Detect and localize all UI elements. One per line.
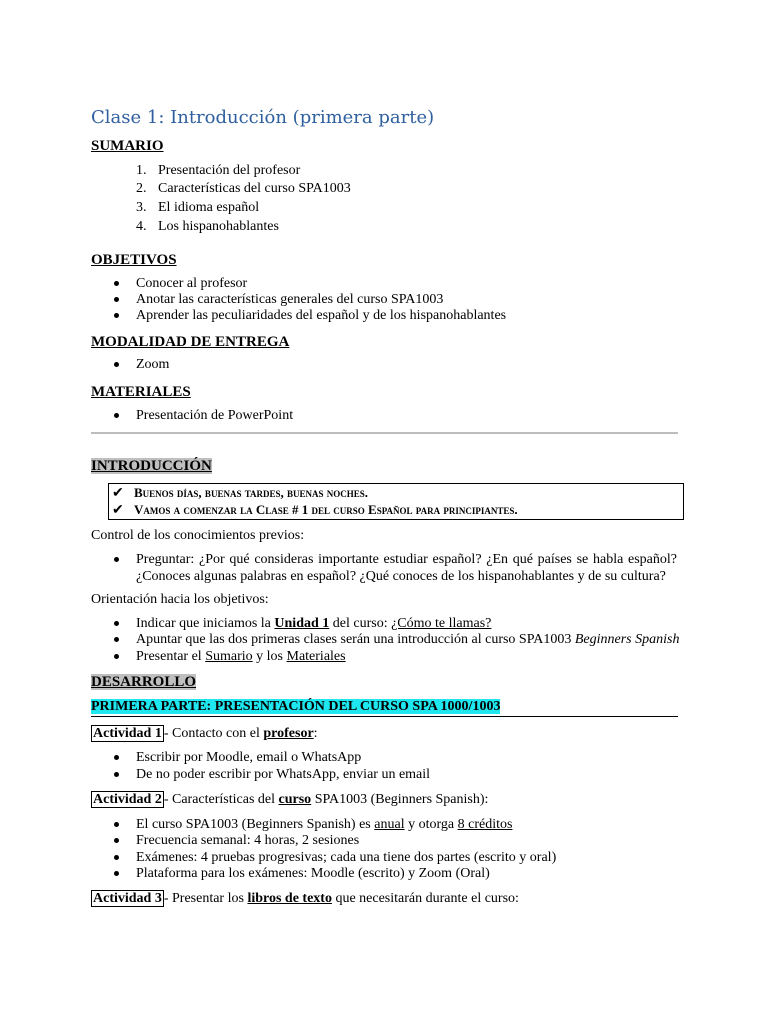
introduccion-heading: INTRODUCCIÓN <box>91 458 212 474</box>
act2-item: Exámenes: 4 pruebas progresivas; cada una tiene dos partes (escrito y oral) <box>136 850 557 865</box>
sumario-item: 2. Características del curso SPA1003 <box>136 181 351 196</box>
bullet-icon <box>114 281 119 286</box>
bullet-icon <box>114 313 119 318</box>
objetivo-item: Conocer al profesor <box>136 276 248 291</box>
bullet-icon <box>114 838 119 843</box>
actividad-1: Actividad 1 - Contacto con el profesor: <box>93 726 318 741</box>
objetivo-item: Aprender las peculiaridades del español y de los hispanohablantes <box>136 308 507 323</box>
bullet-icon <box>114 621 119 626</box>
bullet-icon <box>114 557 119 562</box>
indicar-item: Indicar que iniciamos la Unidad 1 del curso: ¿Cómo te llamas? <box>136 616 492 631</box>
primera-parte-rule <box>91 716 678 717</box>
sumario-item: 4. Los hispanohablantes <box>136 219 279 234</box>
objetivo-item: Anotar las características generales del curso SPA1003 <box>136 292 444 307</box>
sumario-item: 3. El idioma español <box>136 200 260 215</box>
presentar-item: Presentar el Sumario y los Materiales <box>136 649 346 664</box>
bullet-icon <box>114 755 119 760</box>
primera-parte-heading: PRIMERA PARTE: PRESENTACIÓN DEL CURSO SPA 1000/1003 <box>91 699 501 714</box>
materiales-item: Presentación de PowerPoint <box>136 408 294 423</box>
checkmark-icon: ✔ <box>112 503 124 518</box>
bullet-icon <box>114 297 119 302</box>
act1-item: De no poder escribir por WhatsApp, enviar un email <box>136 767 431 782</box>
orientacion-text: Orientación hacia los objetivos: <box>91 592 269 607</box>
bullet-icon <box>114 413 119 418</box>
unit-link[interactable]: ¿Cómo te llamas? <box>391 616 492 631</box>
apuntar-item: Apuntar que las dos primeras clases serán una introducción al curso SPA1003 Beginners Spanish <box>136 632 680 647</box>
bullet-icon <box>114 871 119 876</box>
materiales-heading: MATERIALES <box>91 384 191 400</box>
act1-item: Escribir por Moodle, email o WhatsApp <box>136 750 362 765</box>
control-text: Control de los conocimientos previos: <box>91 528 305 543</box>
objetivos-heading: OBJETIVOS <box>91 252 177 268</box>
bullet-icon <box>114 855 119 860</box>
preguntar-item: Preguntar: ¿Por qué consideras importante estudiar español? ¿En qué países se habla español? ¿Conoces algunas palabras en español? ¿Qué conoces de los hispanohablantes y de su cultura? <box>136 552 677 584</box>
desarrollo-heading: DESARROLLO <box>91 674 197 690</box>
sumario-heading: SUMARIO <box>91 138 164 154</box>
modalidad-item: Zoom <box>136 357 170 372</box>
check-item: ✔ Buenos días, buenas tardes, buenas noches. <box>112 485 369 501</box>
bullet-icon <box>114 772 119 777</box>
page-title: Clase 1: Introducción (primera parte) <box>91 107 435 128</box>
bullet-icon <box>114 362 119 367</box>
act2-item: Frecuencia semanal: 4 horas, 2 sesiones <box>136 833 360 848</box>
act2-item: Plataforma para los exámenes: Moodle (escrito) y Zoom (Oral) <box>136 866 490 881</box>
check-item: ✔ Vamos a comenzar la Clase # 1 del curso Español para principiantes. <box>112 502 518 518</box>
section-divider <box>91 432 678 434</box>
modalidad-heading: MODALIDAD DE ENTREGA <box>91 334 290 350</box>
checkmark-icon: ✔ <box>112 486 124 501</box>
actividad-3: Actividad 3 - Presentar los libros de texto que necesitarán durante el curso: <box>93 891 519 906</box>
act2-item: El curso SPA1003 (Beginners Spanish) es anual y otorga 8 créditos <box>136 817 513 832</box>
bullet-icon <box>114 637 119 642</box>
sumario-item: 1. Presentación del profesor <box>136 163 301 178</box>
bullet-icon <box>114 822 119 827</box>
actividad-2: Actividad 2 - Características del curso SPA1003 (Beginners Spanish): <box>93 792 489 807</box>
bullet-icon <box>114 654 119 659</box>
